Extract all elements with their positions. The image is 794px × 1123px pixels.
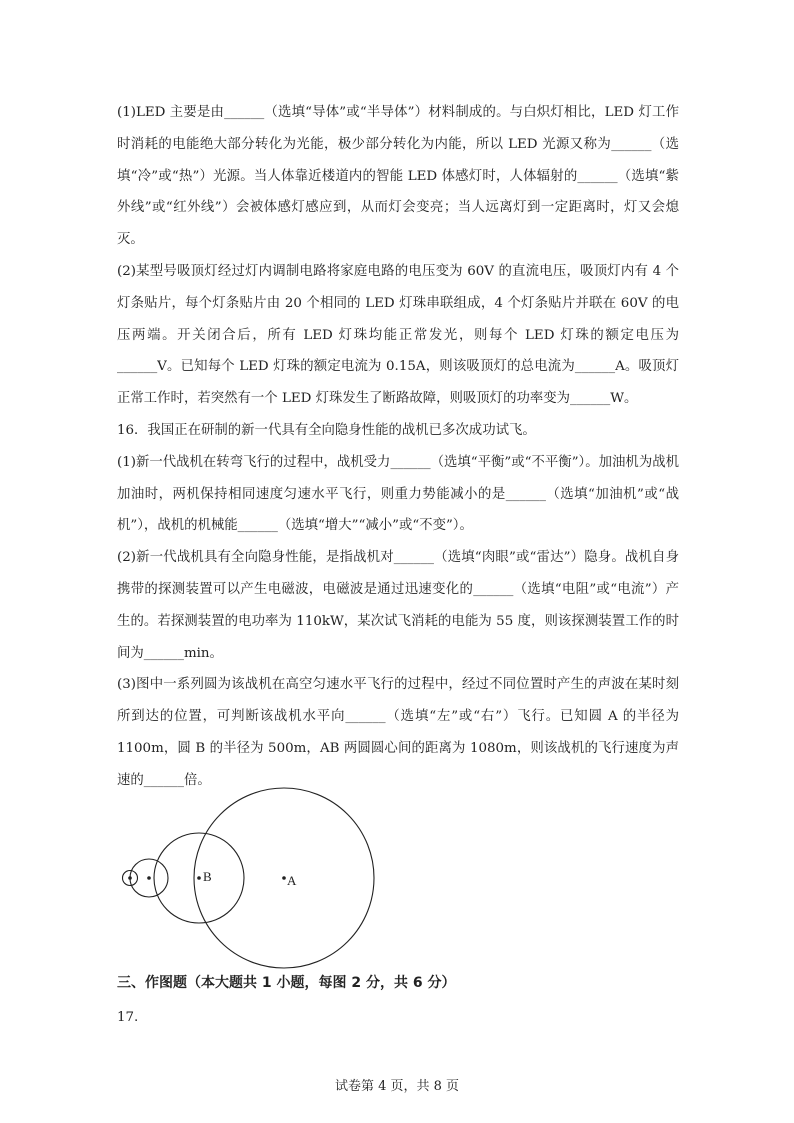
- question-16-part-1: (1)新一代战机在转弯飞行的过程中，战机受力______（选填“平衡”或“不平衡”）。加油机为战机加油时，两机保持相同速度匀速水平飞行，则重力势能减小的是______（选填“加油机”或“战机”），战机的机械能______（选填“增大”“减小”或“不变”）。: [117, 454, 679, 534]
- center-dot-small: [147, 876, 151, 880]
- paragraph-ceiling-lamp: (2)某型号吸顶灯经过灯内调制电路将家庭电路的电压变为 60V 的直流电压，吸顶灯内有 4 个灯条贴片，每个灯条贴片由 20 个相同的 LED 灯珠串联组成，4 个灯条贴片并联在 60V 的电压两端。开关闭合后，所有 LED 灯珠均能正常发光，则每个 LED 灯珠的额定电压为______V。已知每个 LED 灯珠的额定电流为 0.15A，则该吸顶灯的总电流为______A。吸顶灯正常工作时，若突然有一个 LED 灯珠发生了断路故障，则吸顶灯的功率变为______W。: [117, 263, 679, 407]
- sound-wave-circles-diagram: [110, 786, 380, 976]
- question-16-part-3: (3)图中一系列圆为该战机在高空匀速水平飞行的过程中，经过不同位置时产生的声波在某时刻所到达的位置，可判断该战机水平向______（选填“左”或“右”）飞行。已知圆 A 的半径为 1100m，圆 B 的半径为 500m，AB 两圆圆心间的距离为 1080m，则该战机的飞行速度为声速的______倍。: [117, 677, 679, 788]
- question-17-number: 17.: [117, 1010, 139, 1025]
- question-16-title: 16．我国正在研制的新一代具有全向隐身性能的战机已多次成功试飞。: [117, 422, 536, 438]
- page-footer: 试卷第 4 页，共 8 页: [334, 1079, 460, 1094]
- question-16-part-2: (2)新一代战机具有全向隐身性能，是指战机对______（选填“肉眼”或“雷达”）隐身。战机自身携带的探测装置可以产生电磁波，电磁波是通过迅速变化的______（选填“电阻”或“电流”）产生的。若探测装置的电功率为 110kW，某次试飞消耗的电能为 55 度，则该探测装置工作的时间为______min。: [117, 550, 679, 661]
- label-b: B: [203, 869, 212, 884]
- center-dot-b: [197, 876, 201, 880]
- center-dot-a: [282, 876, 286, 880]
- question-text: [117, 97, 679, 797]
- label-a: A: [287, 873, 297, 888]
- paragraph-led-material: (1)LED 主要是由______（选填“导体”或“半导体”）材料制成的。与白炽灯相比，LED 灯工作时消耗的电能绝大部分转化为光能，极少部分转化为内能，所以 LED 光源又称为______（选填“冷”或“热”）光源。当人体靠近楼道内的智能 LED 体感灯时，人体辐射的______（选填“紫外线”或“红外线”）会被体感灯感应到，从而灯会变亮；当人远离灯到一定距离时，灯又会熄灭。: [117, 105, 679, 248]
- section-heading-drawing: 三、作图题（本大题共 1 小题，每图 2 分，共 6 分）: [117, 975, 456, 991]
